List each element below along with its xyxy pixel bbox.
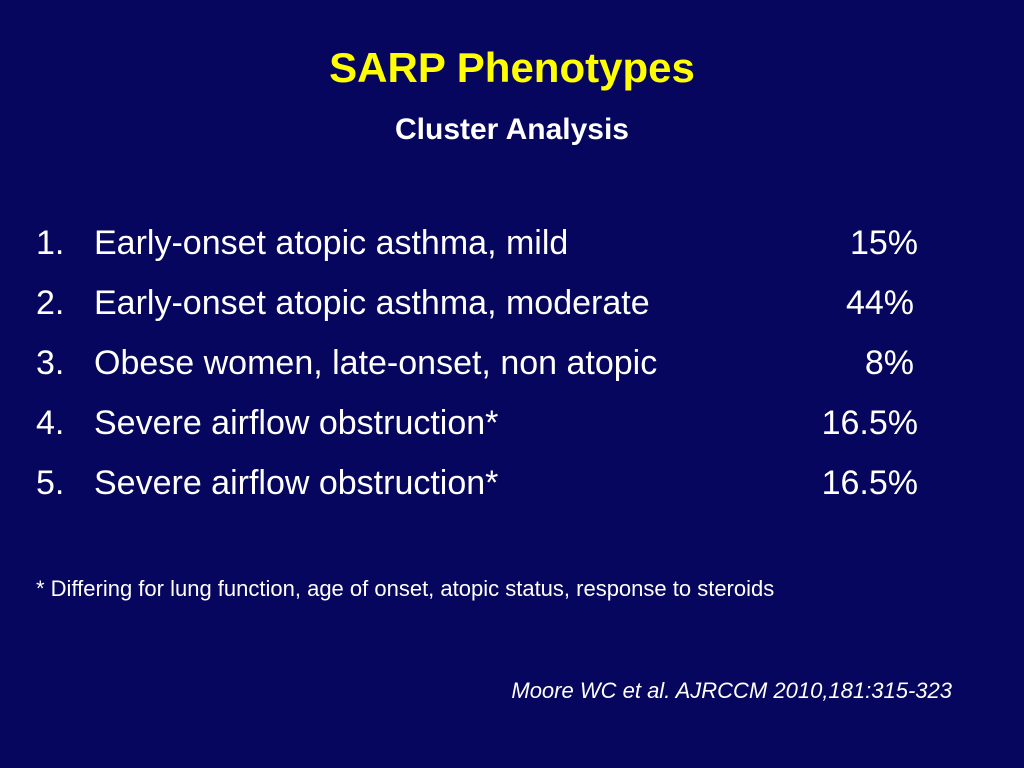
list-item-number: 5. [36,464,65,502]
list-item-percent: 8% [864,344,914,382]
list-item-percent: 16.5% [821,404,918,442]
list-item-label: Severe airflow obstruction* [94,404,499,442]
citation: Moore WC et al. AJRCCM 2010,181:315-323 [511,678,952,703]
list-item-number: 1. [36,224,65,262]
list-item-percent: 44% [845,284,914,322]
list-item-percent: 16.5% [821,464,918,502]
list-item [36,336,956,396]
list-item [36,276,956,336]
list-item [36,396,956,456]
list-item-label: Obese women, late-onset, non atopic [94,344,658,382]
list-item [36,456,956,516]
list-item-number: 4. [36,404,65,442]
slide-title: SARP Phenotypes [329,44,695,91]
cluster-list [36,216,956,516]
list-item-number: 2. [36,284,65,322]
list-item-percent: 15% [849,224,918,262]
list-item-label: Severe airflow obstruction* [94,464,499,502]
list-item-label: Early-onset atopic asthma, moderate [94,284,650,322]
list-item [36,216,956,276]
list-item-number: 3. [36,344,65,382]
list-item-label: Early-onset atopic asthma, mild [94,224,569,262]
slide-subtitle: Cluster Analysis [395,113,629,146]
footnote: * Differing for lung function, age of onset, atopic status, response to steroids [36,576,775,601]
